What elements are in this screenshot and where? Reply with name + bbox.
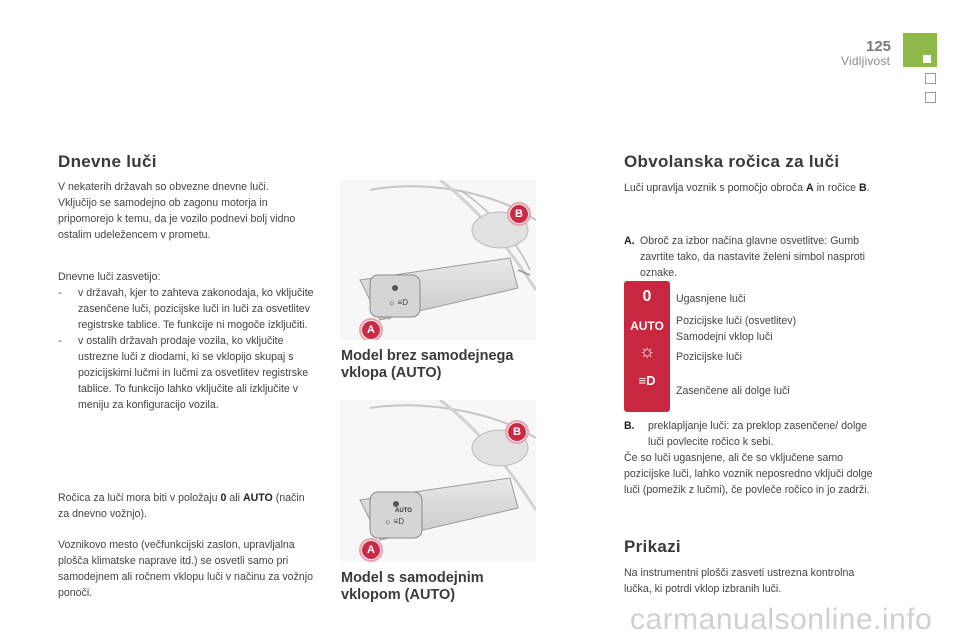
right-intro: Luči upravlja voznik s pomočjo obroča A in ročice B. — [624, 182, 870, 194]
badge-b: B — [505, 420, 529, 444]
item-b: B. preklapljanje luči: za preklop zasenčene/ dolge luči povlecite ročico k sebi. Če so luči ugasnjene, ali če so vključene samo pozicijske luči, lahko voznik neposredno vključi dolge luči (pomežik z lučmi), če povleče ročico in jo zadrži. — [624, 418, 882, 498]
chapter-tab-box — [925, 73, 936, 84]
prikazi-paragraph: Na instrumentni plošči zasveti ustrezna kontrolna lučka, ki potrdi vklop izbranih luči. — [624, 567, 855, 595]
list-intro: Dnevne luči zasvetijo: — [58, 271, 161, 283]
driver-paragraph: Voznikovo mesto (večfunkcijski zaslon, upravljalna plošča klimatske naprave itd.) se osvetli samo pri samodejnem ali ročnem vklopu luči v načinu za vožnjo ponoči. — [58, 539, 313, 599]
badge-a: A — [359, 318, 383, 340]
svg-text:☼ ≡D: ☼ ≡D — [388, 298, 408, 307]
section-title-prikazi: Prikazi — [624, 537, 681, 556]
off-zero-icon: 0 — [642, 288, 652, 305]
chapter-tab-box — [925, 92, 936, 103]
list-item: - v ostalih državah prodaje vozila, ko vključite ustrezne luči z diodami, ki se vklopijo skupaj s pozicijskimi lučmi in lučmi za osvetlitev registrske tablice. To funkcijo lahko vključite ali izključite v meniju za konfiguracijo vozila. — [58, 335, 309, 411]
item-b-extra: Če so luči ugasnjene, ali če so vključene samo pozicijske luči, lahko voznik neposredno vključi dolge luči (pomežik z lučmi), če povleče ročico in jo zadrži. — [624, 452, 873, 496]
item-a: A. Obroč za izbor načina glavne osvetlitve: Gumb zavrtite tako, da nastavite želeni simbol nasproti oznake. — [624, 235, 865, 279]
chapter-tab-active — [903, 33, 937, 67]
caption-model-manual: Model brez samodejnega vklopa (AUTO) — [341, 348, 514, 381]
mode-label-auto: Pozicijske luči (osvetlitev) Samodejni vklop luči — [676, 315, 797, 343]
section-title-dnevne-luci: Dnevne luči — [58, 152, 157, 171]
list-item: - v državah, kjer to zahteva zakonodaja, ko vključite zasenčene luči, pozicijske luči in luči za osvetlitev registrske tablice. Te funkcije ni mogoče izključiti. — [58, 287, 314, 331]
mode-label-off: Ugasnjene luči — [676, 293, 746, 305]
section-name: Vidljivost — [841, 54, 891, 68]
mode-label-dipped: Zasenčene ali dolge luči — [676, 385, 790, 397]
auto-icon: AUTO — [630, 319, 664, 333]
dipped-beam-icon: ≡D — [638, 373, 656, 388]
page-number: 125 — [866, 38, 892, 55]
lever-illustration-manual — [340, 180, 536, 340]
section-title-rocica: Obvolanska ročica za luči — [624, 152, 840, 171]
lever-illustration-auto — [340, 400, 536, 562]
mode-icon-strip — [624, 281, 670, 412]
badge-a: A — [359, 538, 383, 562]
daylight-list — [58, 269, 320, 413]
svg-text:☼ ≡D: ☼ ≡D — [384, 517, 404, 526]
position-paragraph: Ročica za luči mora biti v položaju 0 ali AUTO (način za dnevno vožnjo). — [58, 492, 305, 520]
caption-model-auto: Model s samodejnim vklopom (AUTO) — [341, 570, 484, 603]
sidelights-icon: ☼ — [638, 341, 656, 361]
badge-b: B — [507, 202, 531, 226]
watermark: carmanualsonline.info — [630, 603, 933, 636]
switch-auto-label: AUTO — [395, 508, 412, 514]
mode-label-sidelights: Pozicijske luči — [676, 351, 742, 363]
intro-paragraph: V nekaterih državah so obvezne dnevne luči. Vključijo se samodejno ob zagonu motorja in pripomorejo k temu, da je vozilo podnevi bolj vidno ostalim udeležencem v prometu. — [58, 181, 296, 241]
